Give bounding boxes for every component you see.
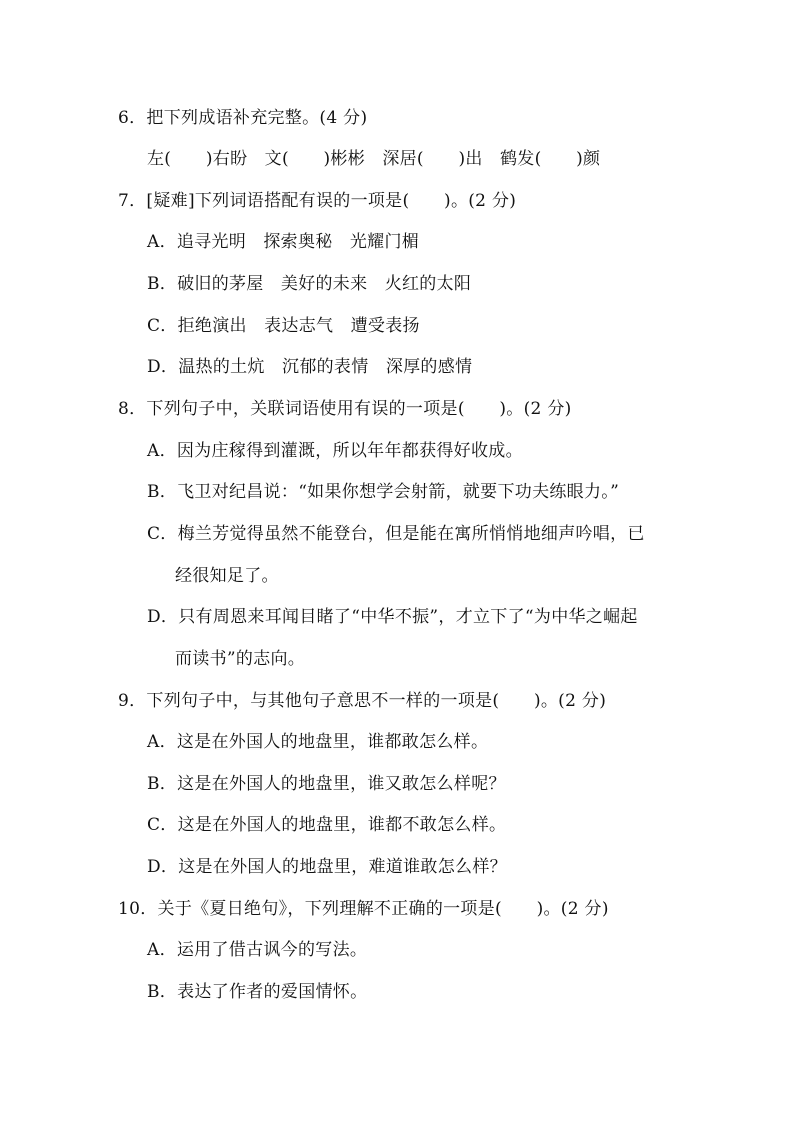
question-7-option-c: C．拒绝演出 表达志气 遭受表扬 bbox=[147, 316, 420, 336]
question-8-option-d: D．只有周恩来耳闻目睹了“中华不振”，才立下了“为中华之崛起 bbox=[147, 607, 638, 627]
question-6-idioms: 左( )右盼 文( )彬彬 深居( )出 鹤发( )颜 bbox=[147, 149, 601, 169]
question-6-stem: 6．把下列成语补充完整。(4 分) bbox=[118, 108, 368, 128]
question-10-option-b: B．表达了作者的爱国情怀。 bbox=[147, 982, 368, 1002]
question-9-stem: 9．下列句子中，与其他句子意思不一样的一项是( )。(2 分) bbox=[118, 691, 607, 711]
question-7-option-d: D．温热的土炕 沉郁的表情 深厚的感情 bbox=[147, 357, 473, 377]
question-8-option-c: C．梅兰芳觉得虽然不能登台，但是能在寓所悄悄地细声吟唱，已 bbox=[147, 524, 645, 544]
question-8-option-c-continued: 经很知足了。 bbox=[175, 566, 279, 586]
question-9-option-b: B．这是在外国人的地盘里，谁又敢怎么样呢？ bbox=[147, 774, 506, 794]
question-8-stem: 8．下列句子中，关联词语使用有误的一项是( )。(2 分) bbox=[118, 399, 572, 419]
question-8-option-a: A．因为庄稼得到灌溉，所以年年都获得好收成。 bbox=[147, 441, 523, 461]
question-9-option-a: A．这是在外国人的地盘里，谁都敢怎么样。 bbox=[147, 732, 489, 752]
question-9-option-c: C．这是在外国人的地盘里，谁都不敢怎么样。 bbox=[147, 815, 507, 835]
question-9-option-d: D．这是在外国人的地盘里，难道谁敢怎么样？ bbox=[147, 857, 507, 877]
question-10-option-a: A．运用了借古讽今的写法。 bbox=[147, 940, 368, 960]
question-8-option-d-continued: 而读书”的志向。 bbox=[175, 649, 306, 669]
question-7-stem: 7．[疑难]下列词语搭配有误的一项是( )。(2 分) bbox=[118, 191, 517, 211]
question-7-option-a: A．追寻光明 探索奥秘 光耀门楣 bbox=[147, 232, 420, 252]
question-10-stem: 10．关于《夏日绝句》，下列理解不正确的一项是( )。(2 分) bbox=[118, 899, 609, 919]
question-7-option-b: B．破旧的茅屋 美好的未来 火红的太阳 bbox=[147, 274, 472, 294]
question-8-option-b: B．飞卫对纪昌说：“如果你想学会射箭，就要下功夫练眼力。” bbox=[147, 482, 620, 502]
